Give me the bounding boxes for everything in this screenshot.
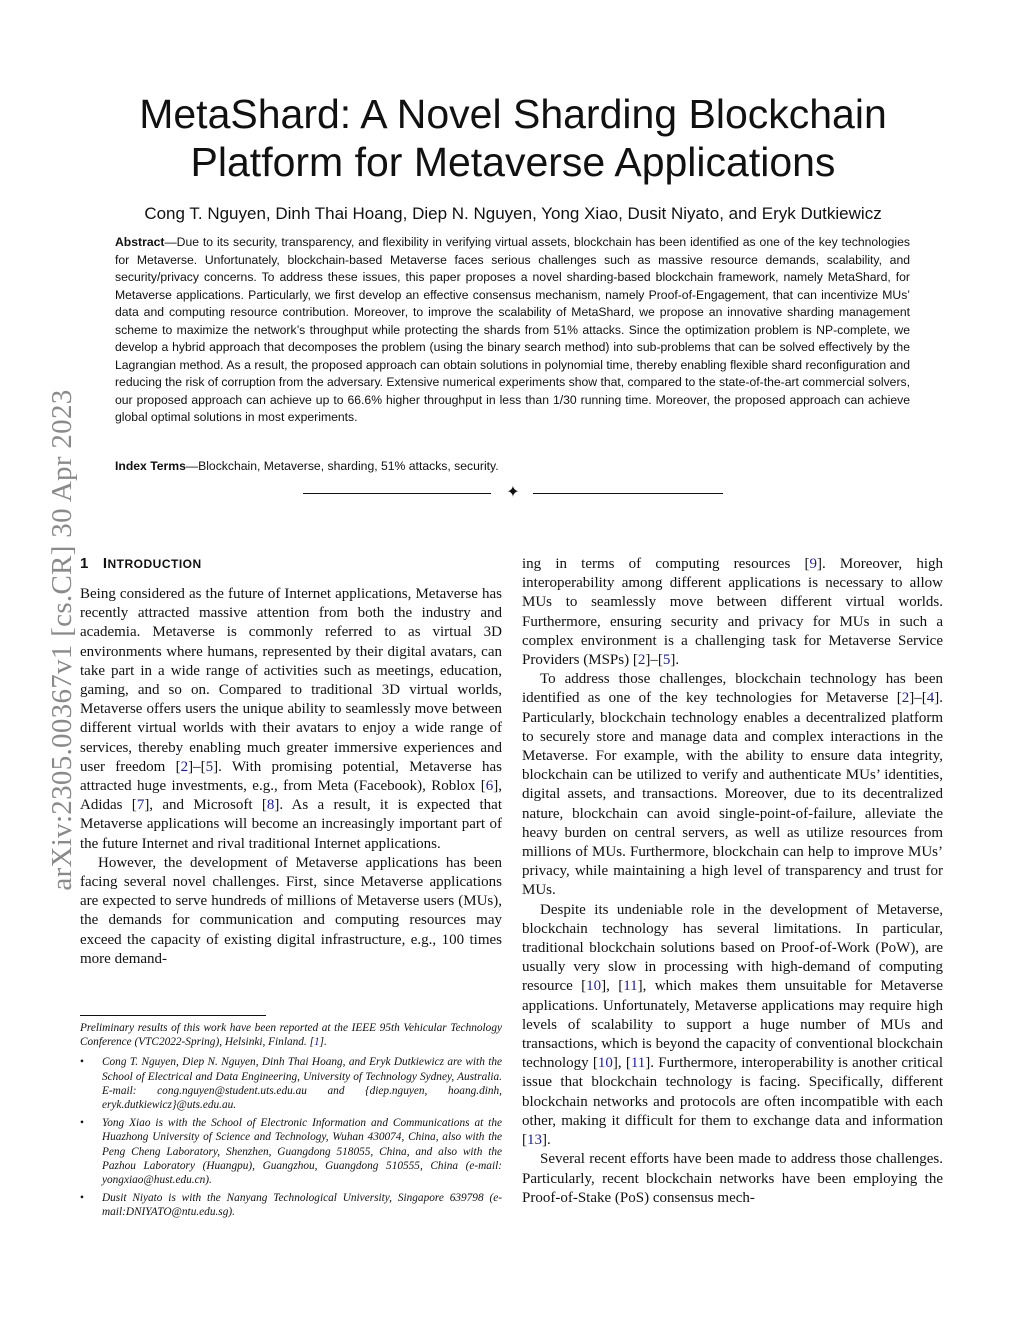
bullet-icon: •: [80, 1117, 84, 1130]
text-run: ]. Moreover, high interoperability among different applications is necessary to allow MUs to seamlessly move between different virtual worlds. Furthermore, ensuring security and privacy for MUs in such a complex environment is a challenging task for Metaverse Service Providers (MSPs) [: [522, 556, 943, 669]
citation-link[interactable]: 5: [662, 652, 671, 669]
paragraph: [522, 555, 943, 670]
citation-link[interactable]: 2: [637, 652, 646, 669]
text-run: Despite its undeniable role in the development of Metaverse, blockchain technology has several limitations. In particular, traditional blockchain solutions based on Proof-of-Work (PoW), are usually very slow in processing with high-demand of computing resource [: [522, 901, 943, 995]
footnotes: [80, 1021, 502, 1224]
text-run: To address those challenges, blockchain technology has been identified as one of the key technologies for Metaverse [: [522, 671, 943, 707]
text-run: ], which makes them unsuitable for Metaverse applications. Unfortunately, Metaverse applications may require high levels of scalability to support a huge number of MUs and transactions, which is beyond the capacity of conventional blockchain technology [: [522, 978, 943, 1072]
text-run: ], [: [601, 978, 624, 995]
citation-link[interactable]: 1: [313, 1036, 320, 1049]
text-run: Preliminary results of this work have been reported at the IEEE 95th Vehicular Technology Conference (VTC2022-Spring), Helsinki, Finland. [: [80, 1022, 502, 1049]
index-terms-label: Index Terms: [115, 459, 186, 473]
citation-link[interactable]: 2: [901, 690, 910, 707]
title-line-2: Platform for Metaverse Applications: [190, 139, 836, 185]
bullet-icon: •: [80, 1192, 84, 1205]
divider-rule-left: [303, 493, 491, 494]
citation-link[interactable]: 13: [527, 1132, 542, 1149]
text-run: ]. Furthermore, interoperability is another critical issue that blockchain technology is facing. Specifically, different blockchain networks and protocols are often incompatible with each other, making it difficult for them to exchange data and information [: [522, 1055, 943, 1149]
bullet-icon: •: [80, 1056, 84, 1069]
arxiv-identifier: arXiv:2305.00367v1 [cs.CR] 30 Apr 2023: [46, 389, 78, 891]
abstract-label: Abstract: [115, 235, 165, 249]
text-run: ].: [670, 652, 680, 669]
index-terms-text: —Blockchain, Metaverse, sharding, 51% attacks, security.: [185, 459, 499, 473]
citation-link[interactable]: 5: [205, 758, 214, 775]
citation-link[interactable]: 4: [926, 690, 935, 707]
footnote-rule: [80, 1015, 266, 1016]
affiliation-text: Dusit Niyato is with the Nanyang Technological University, Singapore 639798 (e-mail:DNIYATO@ntu.edu.sg).: [102, 1192, 502, 1219]
section-number: 1: [80, 555, 89, 572]
text-run: ], Adidas [: [80, 778, 502, 814]
text-run: ], [: [612, 1055, 631, 1072]
paper-title: [110, 90, 916, 186]
right-column: [522, 555, 943, 1208]
text-run: ]. As a result, it is expected that Metaverse applications will become an increasingly important part of the future Internet and rival traditional Internet applications.: [80, 797, 502, 852]
text-run: ]–[: [188, 758, 206, 775]
paragraph: However, the development of Metaverse applications has been facing several novel challenges. First, since Metaverse applications are expected to serve hundreds of millions of Metaverse users (MUs), the demands for communication and computing resources may exceed the capacity of existing digital infrastructure, e.g., 100 times more demand-: [80, 854, 502, 967]
affiliation-item: [80, 1055, 502, 1112]
citation-link[interactable]: 9: [809, 556, 817, 572]
paragraph: [80, 585, 502, 854]
text-run: ]–[: [645, 652, 663, 669]
paragraph: Several recent efforts have been made to address those challenges. Particularly, recent blockchain networks have been employing the Proof-of-Stake (PoS) consensus mech-: [522, 1151, 943, 1206]
abstract: [115, 234, 910, 427]
citation-link[interactable]: 10: [597, 1055, 613, 1072]
affiliation-list: [80, 1055, 502, 1219]
footnote-preliminary: [80, 1021, 502, 1049]
abstract-text: —Due to its security, transparency, and flexibility in verifying virtual assets, blockchain has been identified as one of the key technologies for Metaverse. Unfortunately, blockchain-based Metaverse faces serious challenges such as massive resource demands, scalability, and security/privacy concerns. To address these issues, this paper proposes a novel sharding-based blockchain framework, namely MetaShard, for Metaverse applications. Particularly, we first develop an effective consensus mechanism, namely Proof-of-Engagement, that can incentivize MUs’ data and computing resource contribution. Moreover, to improve the scalability of MetaShard, we propose an innovative sharding management scheme to maximize the network’s throughput while protecting the shards from 51% attacks. Since the optimization problem is NP-complete, we develop a hybrid approach that decomposes the problem (using the binary search method) into sub-problems that can be solved effectively by the Lagrangian method. As a result, the proposed approach can obtain solutions in polynomial time, thereby enabling flexible shard reconfiguration and reducing the risk of corruption from the adversary. Extensive numerical experiments show that, compared to the state-of-the-art commercial solvers, our proposed approach can achieve up to 66.6% higher throughput in less than 1/30 running time. Moreover, the proposed approach can achieve global optimal solutions in most experiments.: [115, 235, 911, 424]
section-heading: [80, 553, 502, 575]
citation-link[interactable]: 7: [136, 797, 145, 814]
affiliation-text: Yong Xiao is with the School of Electronic Information and Communications at the Huazhong University of Science and Technology, Wuhan 430074, China, also with the Peng Cheng Laboratory, Shenzhen, Guangdong 518055, China, and also with the Pazhou Laboratory (Huangpu), Guangzhou, Guangdong 510555, China (e-mail: yongxiao@hust.edu.cn).: [102, 1117, 502, 1187]
text-run: ing in terms of computing resources [: [522, 556, 810, 572]
affiliation-text: Cong T. Nguyen, Diep N. Nguyen, Dinh Thai Hoang, and Eryk Dutkiewicz are with the School of Electrical and Data Engineering, University of Technology Sydney, Australia. E-mail: cong.nguyen@student.uts.edu.au and {diep.nguyen, hoang.dinh, eryk.dutkiewicz}@uts.edu.au.: [102, 1056, 502, 1112]
citation-link[interactable]: 2: [180, 758, 189, 775]
section-divider: [303, 484, 723, 502]
author-list: Cong T. Nguyen, Dinh Thai Hoang, Diep N. Nguyen, Yong Xiao, Dusit Niyato, and Eryk Dutkiewicz: [144, 204, 882, 223]
citation-link[interactable]: 6: [485, 778, 494, 795]
citation-link[interactable]: 11: [630, 1055, 646, 1072]
affiliation-item: [80, 1191, 502, 1219]
text-run: ].: [542, 1132, 551, 1149]
citation-link[interactable]: 8: [266, 797, 275, 814]
affiliation-item: [80, 1116, 502, 1187]
text-run: ]–[: [909, 690, 927, 707]
text-run: ], and Microsoft [: [144, 797, 267, 814]
text-run: Being considered as the future of Internet applications, Metaverse has recently attracted massive attention from both the industry and academia. Metaverse is commonly referred to as virtual 3D environments where humans, represented by their digital avatars, can take part in a wide range of activities such as meetings, education, gaming, and so on. Compared to traditional 3D virtual worlds, Metaverse offers users the unique ability to seamlessly move between different virtual worlds with their avatars to enjoy a wide range of services, thereby enabling much greater immersive experiences and user freedom [: [80, 586, 502, 775]
paragraph: [522, 901, 943, 1151]
citation-link[interactable]: 11: [623, 978, 638, 995]
section-title-rest: NTRODUCTION: [107, 557, 202, 571]
left-column: [80, 553, 502, 969]
divider-rule-right: [533, 493, 723, 494]
index-terms: [115, 458, 910, 475]
paragraph: [522, 670, 943, 900]
text-run: ]. Particularly, blockchain technology enables a decentralized platform to securely store and manage data and complex interactions in the Metaverse. For example, with the ability to ensure data integrity, blockchain can be utilized to verify and authenticate MUs’ identities, digital assets, and transactions. Moreover, due to its decentralized nature, blockchain can avoid single-point-of-failure, alleviate the heavy burden on central servers, as well as utilize resources from millions of MUs. Furthermore, blockchain can help to improve MUs’ privacy, while maintaining a high level of transparency and trust for MUs.: [522, 690, 943, 899]
title-line-1: MetaShard: A Novel Sharding Blockchain: [139, 91, 887, 137]
divider-star-icon: ✦: [506, 484, 520, 501]
section-title-initial: I: [102, 555, 108, 572]
citation-link[interactable]: 10: [586, 978, 602, 995]
text-run: ]. With promising potential, Metaverse has attracted huge investments, e.g., from Meta (Facebook), Roblox [: [80, 758, 502, 795]
text-run: ].: [319, 1036, 327, 1049]
